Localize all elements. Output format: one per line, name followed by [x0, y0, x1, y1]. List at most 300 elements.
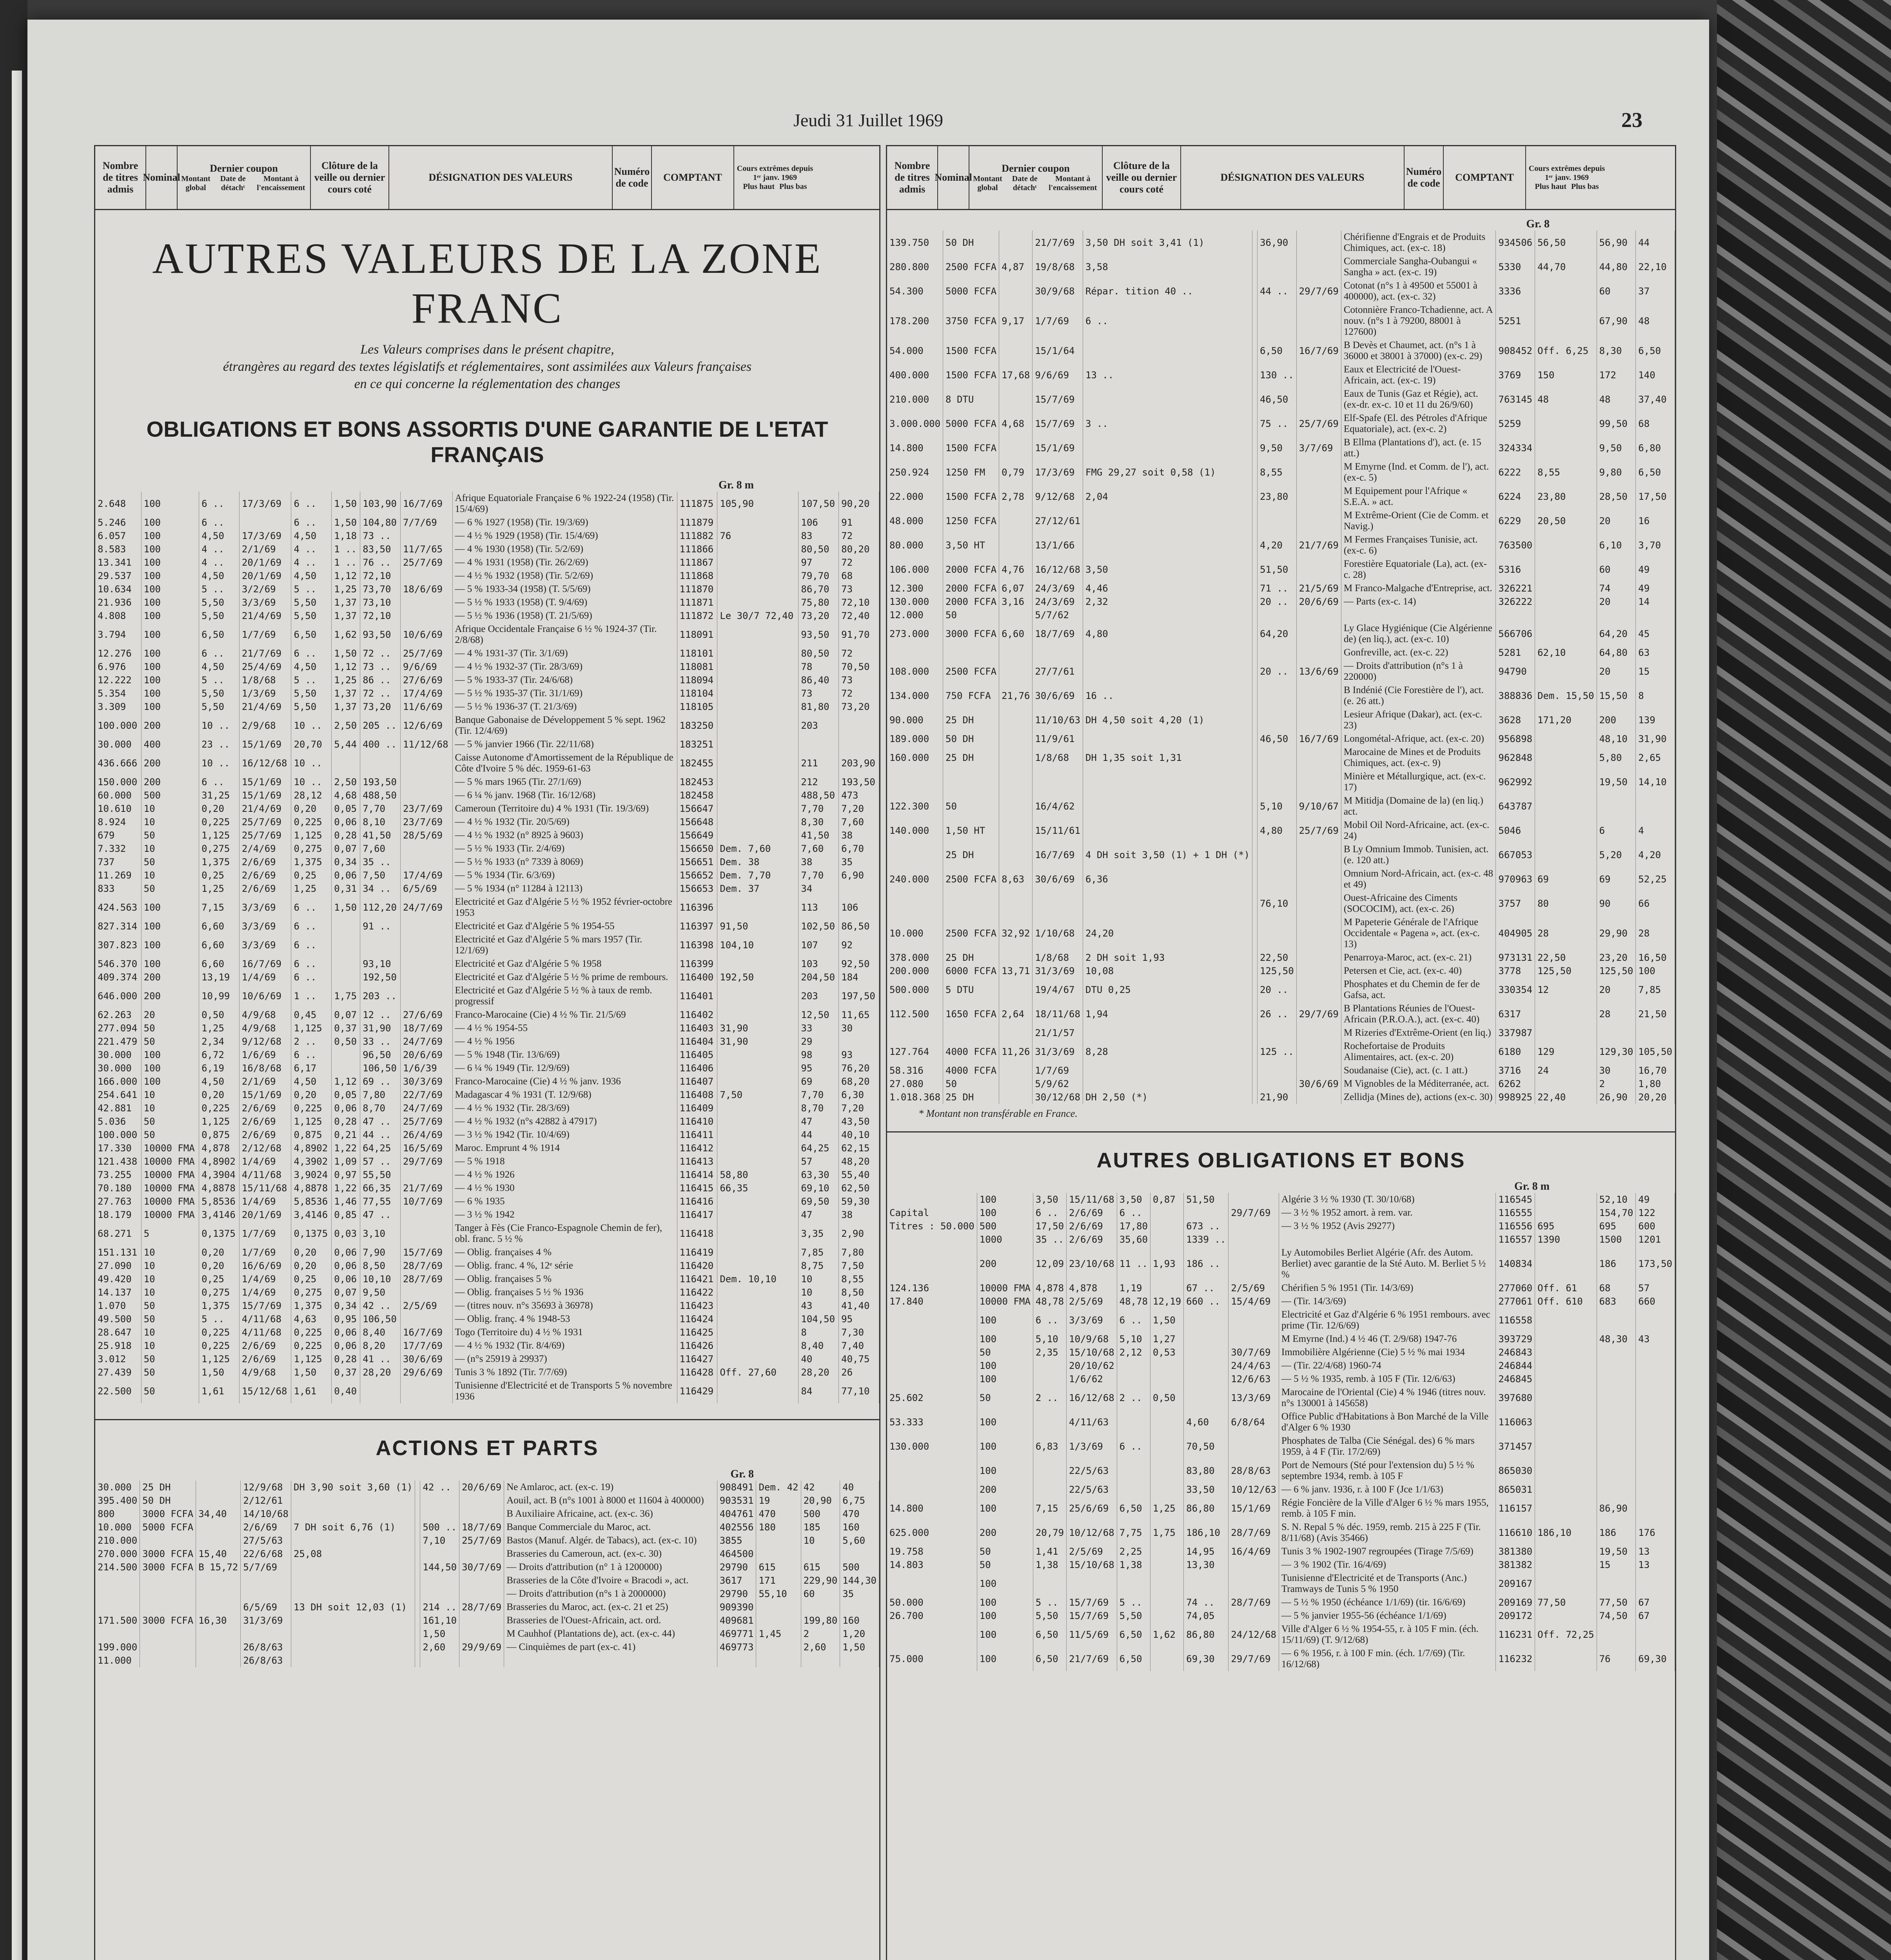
- table-cell: [1252, 387, 1257, 412]
- table-cell: [459, 1627, 504, 1641]
- table-cell: 100: [141, 622, 199, 647]
- table-cell: 86,80: [1184, 1496, 1229, 1521]
- table-cell: 150.000: [95, 775, 141, 789]
- table-row: [887, 1308, 1675, 1332]
- table-cell: [1636, 1026, 1675, 1040]
- table-cell: [1033, 646, 1083, 659]
- table-cell: 6222: [1496, 460, 1535, 485]
- table-cell: 151.131: [95, 1246, 141, 1259]
- table-cell: 1/7/69: [239, 622, 291, 647]
- table-cell: 58,80: [717, 1168, 799, 1181]
- table-row: [95, 1208, 879, 1221]
- table-cell: DTU 0,25: [1083, 978, 1252, 1002]
- table-cell: [400, 1312, 452, 1326]
- table-cell: 72,10: [839, 596, 879, 609]
- table-row: [887, 1459, 1675, 1483]
- table-cell: 6.057: [95, 529, 141, 543]
- table-cell: 4/11/68: [239, 1326, 291, 1339]
- table-cell: 3778: [1496, 964, 1535, 978]
- table-cell: 77,50: [1535, 1596, 1597, 1609]
- table-cell: [1636, 608, 1675, 622]
- table-cell: [400, 920, 452, 933]
- table-cell: 100.000: [95, 713, 141, 738]
- table-cell: [1117, 1459, 1150, 1483]
- table-cell: 67: [1636, 1609, 1675, 1622]
- table-cell: 6 ..: [1033, 1308, 1066, 1332]
- table-cell: 10: [141, 1326, 199, 1339]
- table-cell: 16/8/68: [239, 1062, 291, 1075]
- table-cell: [1033, 1572, 1066, 1596]
- group-label: Gr. 8: [1526, 218, 1550, 230]
- table-row: [887, 867, 1675, 891]
- table-cell: [717, 1195, 799, 1208]
- table-cell: 30/7/69: [459, 1561, 504, 1574]
- table-cell: 4,20: [1257, 533, 1296, 557]
- table-cell: 68: [839, 569, 879, 583]
- table-cell: 4,68: [999, 412, 1033, 436]
- table-cell: 0,225: [291, 1102, 332, 1115]
- table-cell: 270.000: [95, 1547, 140, 1561]
- table-cell: 0,03: [332, 1221, 360, 1246]
- table-cell: 2/5/69: [1229, 1281, 1279, 1295]
- table-cell: 3.794: [95, 622, 141, 647]
- table-cell: 5: [141, 1221, 199, 1246]
- table-cell: 14,10: [1636, 770, 1675, 794]
- table-cell: 4,8878: [291, 1181, 332, 1195]
- table-cell: 7,70: [799, 802, 839, 815]
- table-cell: 9,50: [360, 1286, 401, 1299]
- table-cell: 1500 FCFA: [943, 339, 999, 363]
- table-cell: 2 ..: [1033, 1386, 1066, 1410]
- table-cell: 11/12/68: [400, 738, 452, 751]
- table-cell: 86,80: [1184, 1622, 1229, 1647]
- table-cell: 130.000: [887, 595, 943, 608]
- table-cell: [717, 1075, 799, 1088]
- table-cell: 125 ..: [1257, 1040, 1296, 1064]
- table-cell: [1150, 1410, 1183, 1434]
- table-cell: 9/6/69: [1033, 363, 1083, 387]
- table-cell: 4/9/68: [239, 1366, 291, 1379]
- table-row: [95, 802, 879, 815]
- table-cell: 2/6/69: [239, 1352, 291, 1366]
- table-cell: [1535, 557, 1597, 582]
- table-cell: 1,38: [1033, 1558, 1066, 1572]
- table-cell: [1257, 770, 1296, 794]
- table-cell: 246845: [1496, 1372, 1535, 1386]
- table-cell: FMG 29,27 soit 0,58 (1): [1083, 460, 1252, 485]
- table-row: [95, 1088, 879, 1102]
- table-cell: [1083, 533, 1252, 557]
- table-row: [887, 746, 1675, 770]
- table-cell: 200: [977, 1521, 1033, 1545]
- table-cell: 10/12/68: [1067, 1521, 1117, 1545]
- table-cell: 10000 FMA: [141, 1155, 199, 1168]
- hdr-plus-haut: Plus haut: [743, 182, 775, 191]
- table-cell: 111879: [677, 516, 717, 529]
- table-cell: 116404: [677, 1035, 717, 1048]
- table-cell: — 3 ½ % 1942: [452, 1208, 677, 1221]
- table-cell: 0,50: [332, 1035, 360, 1048]
- table-cell: Off. 6,25: [1535, 339, 1597, 363]
- table-cell: 7,20: [839, 802, 879, 815]
- table-cell: [1252, 1002, 1257, 1026]
- table-cell: 186: [1597, 1246, 1636, 1281]
- table-cell: 1/6/62: [1067, 1372, 1117, 1386]
- table-cell: 2/6/69: [1067, 1233, 1117, 1246]
- table-cell: 17/7/69: [400, 1339, 452, 1352]
- table-cell: 865031: [1496, 1483, 1535, 1496]
- table-cell: 737: [95, 855, 141, 869]
- table-cell: 0,225: [199, 815, 240, 829]
- table-cell: 83,50: [360, 543, 401, 556]
- running-head: Jeudi 31 Juillet 1969: [793, 110, 944, 130]
- table-cell: 15/10/68: [1067, 1558, 1117, 1572]
- table-cell: [1636, 1372, 1675, 1386]
- table-cell: 73.255: [95, 1168, 141, 1181]
- table-cell: 8,50: [839, 1286, 879, 1299]
- table-cell: 7,75: [1117, 1521, 1150, 1545]
- table-cell: 1,50: [332, 492, 360, 516]
- group-label: Gr. 8: [730, 1468, 754, 1480]
- table-cell: 6,70: [839, 842, 879, 855]
- table-cell: 0,1375: [199, 1221, 240, 1246]
- table-cell: 15/7/69: [400, 1246, 452, 1259]
- table-cell: [839, 713, 879, 738]
- table-cell: 5.036: [95, 1115, 141, 1128]
- table-cell: [1535, 1308, 1597, 1332]
- table-cell: [717, 687, 799, 700]
- table-cell: 469771: [717, 1627, 756, 1641]
- table-cell: [1150, 1233, 1183, 1246]
- table-cell: 112.500: [887, 1002, 943, 1026]
- table-cell: [1535, 1496, 1597, 1521]
- table-cell: [717, 647, 799, 660]
- table-cell: [420, 1494, 459, 1507]
- table-cell: 1,25: [199, 1022, 240, 1035]
- table-cell: 5,44: [332, 738, 360, 751]
- table-cell: 2,35: [1033, 1346, 1066, 1359]
- table-cell: [887, 1372, 977, 1386]
- table-row: [95, 829, 879, 842]
- table-cell: — 4 % 1931-37 (Tir. 3/1/69): [452, 647, 677, 660]
- table-cell: [1252, 659, 1257, 684]
- table-cell: — 4 ½ % 1929 (1958) (Tir. 15/4/69): [452, 529, 677, 543]
- table-cell: 140.000: [887, 818, 943, 843]
- table-cell: 100: [141, 1062, 199, 1075]
- table-cell: 4 ..: [199, 556, 240, 569]
- table-cell: 185: [801, 1521, 840, 1534]
- table-cell: 2 ..: [291, 1035, 332, 1048]
- table-cell: 8,55: [839, 1272, 879, 1286]
- table-cell: 26 ..: [1257, 1002, 1296, 1026]
- table-cell: 8,28: [1083, 1040, 1252, 1064]
- table-row: [95, 1494, 879, 1507]
- table-cell: 116409: [677, 1102, 717, 1115]
- table-cell: 72: [839, 647, 879, 660]
- table-cell: 7,20: [839, 1102, 879, 1115]
- table-cell: 111875: [677, 492, 717, 516]
- table-cell: Bastos (Manuf. Algér. de Tabacs), act. (ex-c. 10): [504, 1534, 717, 1547]
- table-cell: 5,10: [1117, 1332, 1150, 1346]
- table-cell: [1257, 684, 1296, 708]
- table-cell: [717, 1155, 799, 1168]
- table-cell: 38: [799, 855, 839, 869]
- table-cell: 8,40: [360, 1326, 401, 1339]
- table-cell: 1 ..: [291, 984, 332, 1008]
- table-cell: 76 ..: [360, 556, 401, 569]
- table-cell: [1535, 1558, 1597, 1572]
- table-cell: — Oblig. françaises 5 ½ % 1936: [452, 1286, 677, 1299]
- table-cell: 200: [141, 713, 199, 738]
- table-cell: 1/8/68: [1033, 951, 1083, 964]
- table-cell: 5 DTU: [943, 978, 999, 1002]
- table-cell: 44 ..: [1257, 279, 1296, 303]
- table-cell: S. N. Repal 5 % déc. 1959, remb. 215 à 225 F (Tir. 8/11/68) (Avis 35466): [1279, 1521, 1496, 1545]
- table-cell: 30/6/69: [1033, 684, 1083, 708]
- table-cell: 3628: [1496, 708, 1535, 732]
- table-cell: 116423: [677, 1299, 717, 1312]
- table-cell: 116419: [677, 1246, 717, 1259]
- table-cell: [799, 738, 839, 751]
- table-cell: 108.000: [887, 659, 943, 684]
- table-cell: 1,37: [332, 687, 360, 700]
- table-cell: 31,90: [1636, 732, 1675, 746]
- table-cell: 12,19: [1150, 1295, 1183, 1308]
- table-cell: 44,80: [1597, 255, 1636, 279]
- table-cell: 5/7/62: [1033, 608, 1083, 622]
- table-row: [95, 1195, 879, 1208]
- table-cell: [1252, 230, 1257, 255]
- table-cell: 1,62: [1150, 1622, 1183, 1647]
- table-row: [95, 1048, 879, 1062]
- table-cell: 0,07: [332, 1008, 360, 1022]
- table-cell: 1,41: [1033, 1545, 1066, 1558]
- table-cell: [717, 569, 799, 583]
- table-cell: 1,93: [1150, 1246, 1183, 1281]
- table-cell: 34,40: [196, 1507, 241, 1521]
- table-cell: 100: [141, 569, 199, 583]
- table-cell: 200: [141, 971, 199, 984]
- table-row: [95, 1641, 879, 1654]
- table-cell: [400, 569, 452, 583]
- table-row: [887, 1346, 1675, 1359]
- table-cell: 16/4/62: [1033, 794, 1083, 818]
- table-cell: 116427: [677, 1352, 717, 1366]
- table-row: [887, 533, 1675, 557]
- table-cell: [1067, 1572, 1117, 1596]
- table-cell: 0,07: [332, 1286, 360, 1299]
- left-column: [94, 145, 880, 1960]
- table-cell: 3,50: [1033, 1193, 1066, 1206]
- table-cell: [1252, 891, 1257, 916]
- table-cell: 28,20: [799, 1366, 839, 1379]
- table-cell: [1296, 230, 1341, 255]
- table-cell: [999, 732, 1033, 746]
- table-cell: Le 30/7 72,40: [717, 609, 799, 622]
- table-cell: 40,10: [839, 1128, 879, 1142]
- table-cell: 4,68: [332, 789, 360, 802]
- table-cell: 0,06: [332, 1326, 360, 1339]
- table-cell: 93,10: [360, 957, 401, 971]
- table-cell: 4,8902: [199, 1155, 240, 1168]
- table-cell: [717, 1128, 799, 1142]
- table-cell: [400, 971, 452, 984]
- table-cell: [1636, 1410, 1675, 1434]
- table-cell: 79,70: [799, 569, 839, 583]
- table-cell: 100: [141, 583, 199, 596]
- table-cell: [887, 1246, 977, 1281]
- table-cell: 200: [141, 984, 199, 1008]
- table-cell: [1252, 1077, 1257, 1091]
- table-cell: 43,50: [839, 1115, 879, 1128]
- table-cell: [1535, 608, 1597, 622]
- table-cell: [1597, 794, 1636, 818]
- table-cell: 100: [141, 660, 199, 673]
- table-cell: 66: [1636, 891, 1675, 916]
- table-cell: 5,50: [199, 700, 240, 713]
- table-cell: 205 ..: [360, 713, 401, 738]
- table-cell: [1150, 1372, 1183, 1386]
- table-cell: 25 DH: [943, 951, 999, 964]
- table-cell: 21/1/57: [1033, 1026, 1083, 1040]
- table-cell: — 4 ½ % 1930: [452, 1181, 677, 1195]
- table-cell: [1535, 533, 1597, 557]
- table-cell: [1229, 1332, 1279, 1346]
- table-cell: [887, 1572, 977, 1596]
- table-cell: 1,375: [291, 1299, 332, 1312]
- table-cell: [1535, 582, 1597, 595]
- table-cell: [1229, 1609, 1279, 1622]
- table-cell: 7,50: [839, 1259, 879, 1272]
- table-cell: [1252, 732, 1257, 746]
- table-cell: Chérifienne d'Engrais et de Produits Chimiques, act. (ex-c. 18): [1341, 230, 1496, 255]
- table-cell: 20/1/69: [239, 556, 291, 569]
- table-cell: M Equipement pour l'Afrique « S.E.A. » act.: [1341, 485, 1496, 509]
- table-cell: 30.000: [95, 738, 141, 751]
- table-cell: 116557: [1496, 1233, 1535, 1246]
- table-cell: [717, 984, 799, 1008]
- table-cell: 277.094: [95, 1022, 141, 1035]
- intro-text: [95, 341, 879, 393]
- table-cell: 29790: [717, 1561, 756, 1574]
- table-cell: 105,50: [1636, 1040, 1675, 1064]
- table-cell: 46,50: [1257, 732, 1296, 746]
- hdr-montant-global: Montant global: [181, 174, 211, 192]
- table-row: [95, 882, 879, 895]
- table-row: [887, 1558, 1675, 1572]
- table-row: [95, 1246, 879, 1259]
- table-cell: 16/7/69: [400, 1326, 452, 1339]
- table-cell: [415, 1561, 420, 1574]
- table-row: [95, 1627, 879, 1641]
- table-cell: 1339 ..: [1184, 1233, 1229, 1246]
- table-cell: 13: [1636, 1558, 1675, 1572]
- table-cell: 6 ..: [291, 516, 332, 529]
- table-cell: 38: [839, 1208, 879, 1221]
- table-cell: 27.090: [95, 1259, 141, 1272]
- table-cell: 50 DH: [140, 1494, 196, 1507]
- table-cell: [1636, 1434, 1675, 1459]
- table-row: [887, 978, 1675, 1002]
- table-cell: [196, 1627, 241, 1641]
- table-cell: 20,70: [291, 738, 332, 751]
- table-cell: 112,20: [360, 895, 401, 920]
- table-cell: Off. 61: [1535, 1281, 1597, 1295]
- table-cell: 5,50: [291, 596, 332, 609]
- table-cell: [1150, 1220, 1183, 1233]
- table-row: [95, 492, 879, 516]
- table-cell: [1296, 1026, 1341, 1040]
- table-cell: 246843: [1496, 1346, 1535, 1359]
- table-cell: [887, 1332, 977, 1346]
- table-cell: [1229, 1572, 1279, 1596]
- table-cell: 6229: [1496, 509, 1535, 533]
- table-cell: 16/7/69: [1296, 732, 1341, 746]
- table-cell: 1,22: [332, 1142, 360, 1155]
- table-cell: 3.012: [95, 1352, 141, 1366]
- table-cell: Capital: [887, 1206, 977, 1220]
- table-cell: 0,225: [291, 815, 332, 829]
- table-cell: 48,78: [1033, 1295, 1066, 1308]
- table-cell: [717, 596, 799, 609]
- table-cell: — 4 ½ % 1932 (Tir. 8/4/69): [452, 1339, 677, 1352]
- table-row: [887, 1483, 1675, 1496]
- table-cell: 1,50: [840, 1641, 879, 1654]
- table-cell: 14.803: [887, 1558, 977, 1572]
- table-cell: 28/7/69: [1229, 1521, 1279, 1545]
- table-cell: 93,50: [799, 622, 839, 647]
- table-cell: 49.420: [95, 1272, 141, 1286]
- table-cell: 6,50: [1636, 460, 1675, 485]
- table-row: [887, 684, 1675, 708]
- table-cell: [1597, 608, 1636, 622]
- table-cell: [1252, 533, 1257, 557]
- table-cell: [1083, 436, 1252, 460]
- table-cell: [1535, 595, 1597, 608]
- table-cell: 10000 FMA: [141, 1195, 199, 1208]
- table-cell: 0,53: [1150, 1346, 1183, 1359]
- table-cell: 100: [141, 933, 199, 957]
- table-cell: 80.000: [887, 533, 943, 557]
- table-row: [95, 957, 879, 971]
- table-row: [95, 920, 879, 933]
- table-cell: 22/5/63: [1067, 1483, 1117, 1496]
- table-cell: 1500 FCFA: [943, 436, 999, 460]
- table-cell: 25/7/69: [239, 815, 291, 829]
- table-cell: 41,50: [799, 829, 839, 842]
- table-cell: 203: [799, 984, 839, 1008]
- table-cell: [1535, 1077, 1597, 1091]
- table-cell: [1535, 732, 1597, 746]
- table-cell: 2/9/68: [239, 713, 291, 738]
- table-cell: [1296, 485, 1341, 509]
- table-cell: 104,50: [799, 1312, 839, 1326]
- table-cell: 20/1/69: [239, 1208, 291, 1221]
- table-cell: 73,10: [360, 596, 401, 609]
- table-cell: 31,90: [717, 1022, 799, 1035]
- table-cell: [1296, 684, 1341, 708]
- table-cell: 22,10: [1636, 255, 1675, 279]
- table-cell: — 5 % mars 1965 (Tir. 27/1/69): [452, 775, 677, 789]
- table-cell: 1,22: [332, 1181, 360, 1195]
- table-cell: 3/7/69: [1296, 436, 1341, 460]
- table-cell: 42.881: [95, 1102, 141, 1115]
- table-cell: 2000 FCFA: [943, 557, 999, 582]
- table-cell: — 4 ½ % 1932 (n°s 42882 à 47917): [452, 1115, 677, 1128]
- table-cell: 600: [1636, 1220, 1675, 1233]
- table-cell: 22/7/69: [400, 1088, 452, 1102]
- table-cell: 16,30: [196, 1614, 241, 1627]
